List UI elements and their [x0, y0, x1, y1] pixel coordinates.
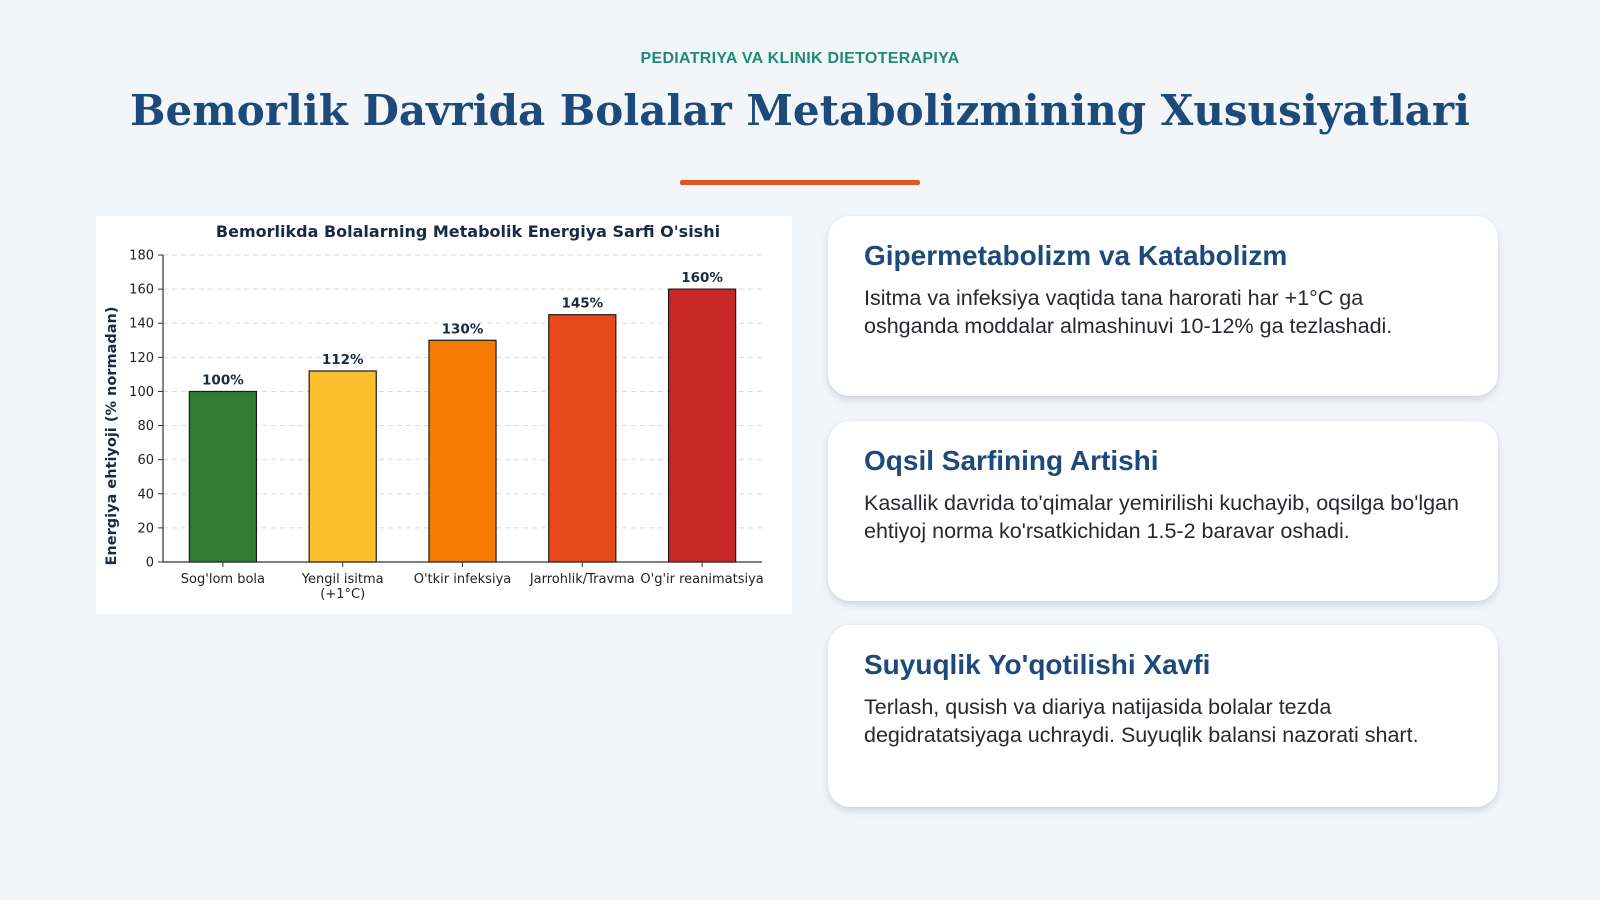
x-tick-label: (+1°C) [320, 587, 366, 602]
y-tick-label: 80 [137, 419, 154, 435]
chart-panel [96, 216, 792, 614]
y-tick-label: 120 [129, 350, 154, 366]
data-label: 100% [202, 372, 244, 389]
page-title: Bemorlik Davrida Bolalar Metabolizmining Xususiyatlari [130, 86, 1470, 135]
y-tick-label: 40 [137, 487, 154, 503]
y-tick-label: 60 [137, 453, 154, 469]
card-protein [828, 421, 1498, 601]
card-title: Oqsil Sarfining Artishi [864, 445, 1159, 476]
y-tick-label: 0 [145, 555, 154, 571]
data-label: 112% [321, 351, 364, 368]
x-tick-label: Yengil isitma [301, 572, 384, 587]
card-title: Suyuqlik Yo'qotilishi Xavfi [864, 649, 1211, 680]
card-body: Terlash, qusish va diariya natijasida bolalar tezda degidratatsiyaga uchraydi. Suyuqlik balansi nazorati shart. [864, 695, 1419, 747]
x-tick-label: O'tkir infeksiya [413, 572, 512, 587]
data-label: 130% [441, 321, 484, 338]
card-hypermetabolism [828, 216, 1498, 396]
x-tick-label: O'g'ir reanimatsiya [640, 572, 764, 587]
y-tick-label: 140 [129, 316, 154, 332]
energy-bar-chart [96, 216, 792, 614]
y-axis-label: Energiya ehtiyoji (% normadan) [104, 306, 120, 566]
title-divider [680, 180, 920, 185]
data-label: 145% [561, 295, 604, 312]
bar [309, 371, 376, 562]
y-tick-label: 180 [129, 248, 154, 264]
card-body: Kasallik davrida to'qimalar yemirilishi kuchayib, oqsilga bo'lgan ehtiyoj norma ko'rsatkichidan 1.5-2 baravar oshadi. [864, 491, 1459, 543]
bar [549, 315, 616, 562]
card-title: Gipermetabolizm va Katabolizm [864, 240, 1288, 271]
x-tick-label: Sog'lom bola [180, 572, 265, 587]
x-tick-label: Jarrohlik/Travma [529, 572, 635, 587]
bar [189, 391, 256, 562]
data-label: 160% [681, 270, 723, 287]
card-fluid-loss [828, 625, 1498, 807]
chart-title: Bemorlikda Bolalarning Metabolik Energiya Sarfi O'sishi [215, 222, 721, 241]
y-tick-label: 100 [129, 384, 154, 400]
section-kicker: PEDIATRIYA VA KLINIK DIETOTERAPIYA [640, 50, 960, 67]
y-tick-label: 20 [137, 521, 154, 537]
card-body: Isitma va infeksiya vaqtida tana harorati har +1°C ga oshganda moddalar almashinuvi 10-12% ga tezlashadi. [864, 286, 1393, 338]
y-tick-label: 160 [129, 282, 154, 298]
bar [669, 289, 736, 562]
bar [429, 340, 496, 562]
